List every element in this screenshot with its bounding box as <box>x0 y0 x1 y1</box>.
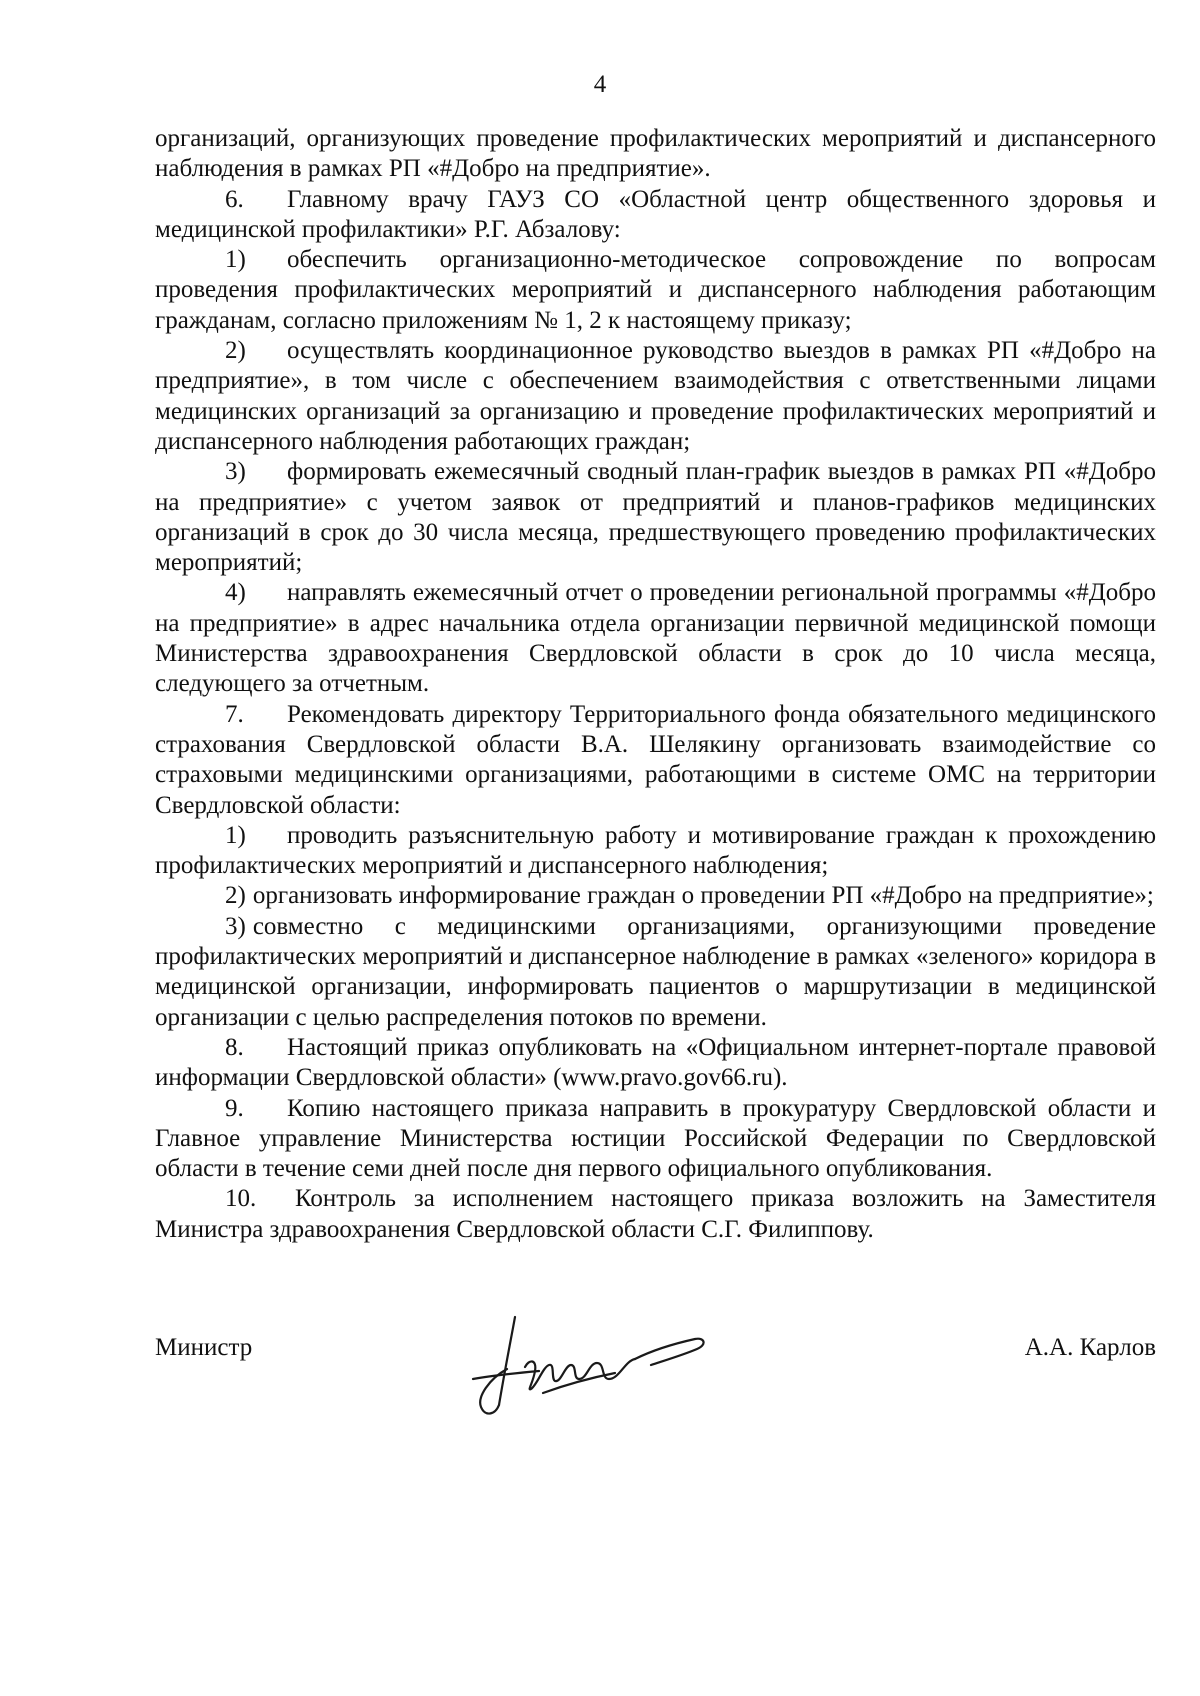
item-number: 2) <box>225 337 246 365</box>
item-number: 4) <box>225 579 246 607</box>
paragraph-text: Копию настоящего приказа направить в прокуратуру Свердловской области и Главное управление Министерства юстиции Российской Федерации по Свердловской области в течение семи дней после дня первого официального опубликования. <box>155 1094 1156 1183</box>
paragraph <box>155 1094 1156 1185</box>
handwritten-signature <box>455 1309 725 1427</box>
page-number: 4 <box>593 71 607 98</box>
paragraph-text: осуществлять координационное руководство выездов в рамках РП «#Добро на предприятие», в том числе с обеспечением взаимодействия с ответственными лицами медицинских организаций за организацию и проведение профилактических мероприятий и диспансерного наблюдения работающих граждан; <box>155 337 1156 455</box>
paragraph <box>155 1184 1156 1245</box>
paragraph <box>155 245 1156 336</box>
paragraph-text: совместно с медицинскими организациями, организующими проведение профилактических мероприятий и диспансерное наблюдение в рамках «зеленого» коридора в медицинской организации, информировать пациентов о маршрутизации в медицинской организации с целью распределения потоков по времени. <box>155 912 1156 1031</box>
paragraph-text: организаций, организующих проведение профилактических мероприятий и диспансерного наблюдения в рамках РП «#Добро на предприятие». <box>155 125 1156 183</box>
signatory-name: А.А. Карлов <box>1024 1334 1156 1361</box>
paragraph-text: проводить разъяснительную работу и мотивирование граждан к прохождению профилактических мероприятий и диспансерного наблюдения; <box>155 821 1156 880</box>
item-number: 9. <box>225 1094 244 1122</box>
item-number: 10. <box>225 1185 257 1213</box>
paragraph-text: Рекомендовать директору Территориального фонда обязательного медицинского страхования Свердловской области В.А. Шелякину организовать взаимодействие со страховыми медицинскими организациями, работающими в системе ОМС на территории Свердловской области: <box>155 700 1156 819</box>
paragraph <box>155 821 1156 882</box>
item-number: 8. <box>225 1033 244 1061</box>
paragraph <box>155 457 1156 578</box>
paragraph <box>155 336 1156 457</box>
item-number: 6. <box>225 185 244 213</box>
item-number: 2) <box>225 882 246 910</box>
paragraph-text: Настоящий приказ опубликовать на «Официальном интернет-портале правовой информации Свердловской области» (www.pravo.gov66.ru). <box>155 1033 1156 1092</box>
item-number: 7. <box>225 700 244 728</box>
paragraph <box>155 1033 1156 1094</box>
paragraph-text: направлять ежемесячный отчет о проведении региональной программы «#Добро на предприятие» в адрес начальника отдела организации первичной медицинской помощи Министерства здравоохранения Свердловской области в срок до 10 числа месяца, следующего за отчетным. <box>155 579 1156 698</box>
paragraph <box>155 912 1156 1033</box>
paragraph <box>155 578 1156 699</box>
paragraph <box>155 124 1156 185</box>
item-number: 1) <box>225 246 246 274</box>
item-number: 1) <box>225 821 246 849</box>
paragraph <box>155 881 1156 911</box>
paragraph-text: Контроль за исполнением настоящего приказа возложить на Заместителя Министра здравоохранения Свердловской области С.Г. Филиппову. <box>155 1185 1156 1243</box>
item-number: 3) <box>225 458 246 486</box>
item-number: 3) <box>225 912 246 940</box>
paragraph-text: Главному врачу ГАУЗ СО «Областной центр общественного здоровья и медицинской профилактики» Р.Г. Абзалову: <box>155 185 1156 243</box>
paragraph-text: формировать ежемесячный сводный план-график выездов в рамках РП «#Добро на предприятие» с учетом заявок от предприятий и планов-графиков медицинских организаций в срок до 30 числа месяца, предшествующего проведению профилактических мероприятий; <box>155 458 1156 577</box>
paragraph-text: обеспечить организационно-методическое сопровождение по вопросам проведения профилактических мероприятий и диспансерного наблюдения работающим гражданам, согласно приложениям № 1, 2 к настоящему приказу; <box>155 246 1156 334</box>
paragraph <box>155 700 1156 821</box>
document-body <box>155 124 1156 1245</box>
signature-block <box>155 1317 1156 1437</box>
paragraph <box>155 185 1156 246</box>
paragraph-text: организовать информирование граждан о проведении РП «#Добро на предприятие»; <box>252 882 1154 910</box>
signatory-title: Министр <box>155 1334 253 1361</box>
